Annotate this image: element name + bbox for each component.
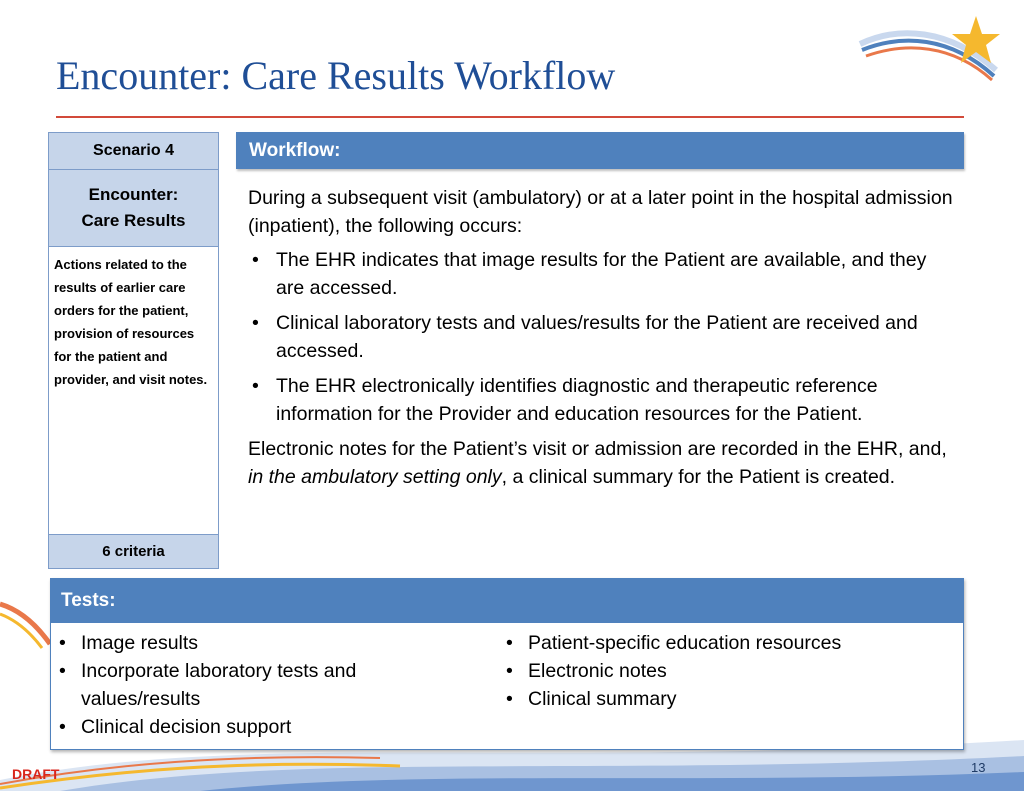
draft-label: DRAFT (12, 766, 60, 782)
test-item (51, 629, 471, 657)
star-swoosh-logo-icon (858, 14, 1004, 84)
workflow-intro: During a subsequent visit (ambulatory) or at a later point in the hospital admission (inpatient), the following occurs: (248, 187, 953, 237)
scenario-description: Actions related to the results of earlier care orders for the patient, provision of resources for the patient and provider, and visit notes. (54, 257, 208, 387)
workflow-bullet (248, 309, 954, 365)
encounter-heading (49, 170, 218, 247)
tests-list-right (498, 629, 958, 713)
test-item (51, 713, 471, 741)
bullet-icon: • (252, 312, 259, 334)
criteria-count: 6 criteria (49, 534, 218, 568)
scenario-label: Scenario 4 (49, 133, 218, 170)
tests-list-left (51, 629, 471, 741)
tests-header: Tests: (51, 579, 963, 623)
bullet-icon: • (59, 632, 66, 654)
scenario-panel (48, 132, 219, 569)
workflow-bullet-list (248, 246, 954, 428)
bullet-icon: • (59, 660, 66, 682)
workflow-bullet-text: The EHR indicates that image results for the Patient are available, and they are accessed. (276, 249, 927, 299)
closing-text-2: , a clinical summary for the Patient is created. (501, 466, 896, 488)
workflow-bullet-text: The EHR electronically identifies diagnostic and therapeutic reference information for the Provider and education resources for the Patient. (276, 375, 878, 425)
workflow-body (248, 184, 954, 497)
bullet-icon: • (252, 249, 259, 271)
workflow-closing (248, 435, 954, 491)
bullet-icon: • (506, 660, 513, 682)
bullet-icon: • (59, 716, 66, 738)
test-item-text: Patient-specific education resources (528, 632, 842, 654)
test-item-text: Clinical decision support (81, 716, 292, 738)
closing-italic: in the ambulatory setting only (248, 466, 502, 488)
closing-text-1: Electronic notes for the Patient’s visit or admission are recorded in the EHR, and, (248, 438, 947, 460)
page-number: 13 (971, 760, 986, 775)
test-item (498, 685, 958, 713)
test-item (498, 629, 958, 657)
tests-column-right (498, 629, 958, 713)
test-item-text: Electronic notes (528, 660, 667, 682)
slide-title: Encounter: Care Results Workflow (56, 53, 616, 98)
test-item-text: Image results (81, 632, 199, 654)
bullet-icon: • (506, 688, 513, 710)
workflow-bullet (248, 372, 954, 428)
encounter-line-2: Care Results (81, 211, 186, 230)
title-divider (56, 116, 964, 118)
bullet-icon: • (252, 375, 259, 397)
test-item (498, 657, 958, 685)
workflow-header: Workflow: (236, 132, 964, 169)
test-item (51, 657, 471, 713)
workflow-bullet (248, 246, 954, 302)
bullet-icon: • (506, 632, 513, 654)
test-item-text: Clinical summary (528, 688, 677, 710)
workflow-bullet-text: Clinical laboratory tests and values/results for the Patient are received and accessed. (276, 312, 918, 362)
encounter-line-1: Encounter: (88, 185, 179, 204)
tests-panel (50, 578, 964, 750)
tests-column-left (51, 629, 471, 741)
test-item-text: Incorporate laboratory tests and values/results (81, 660, 357, 710)
